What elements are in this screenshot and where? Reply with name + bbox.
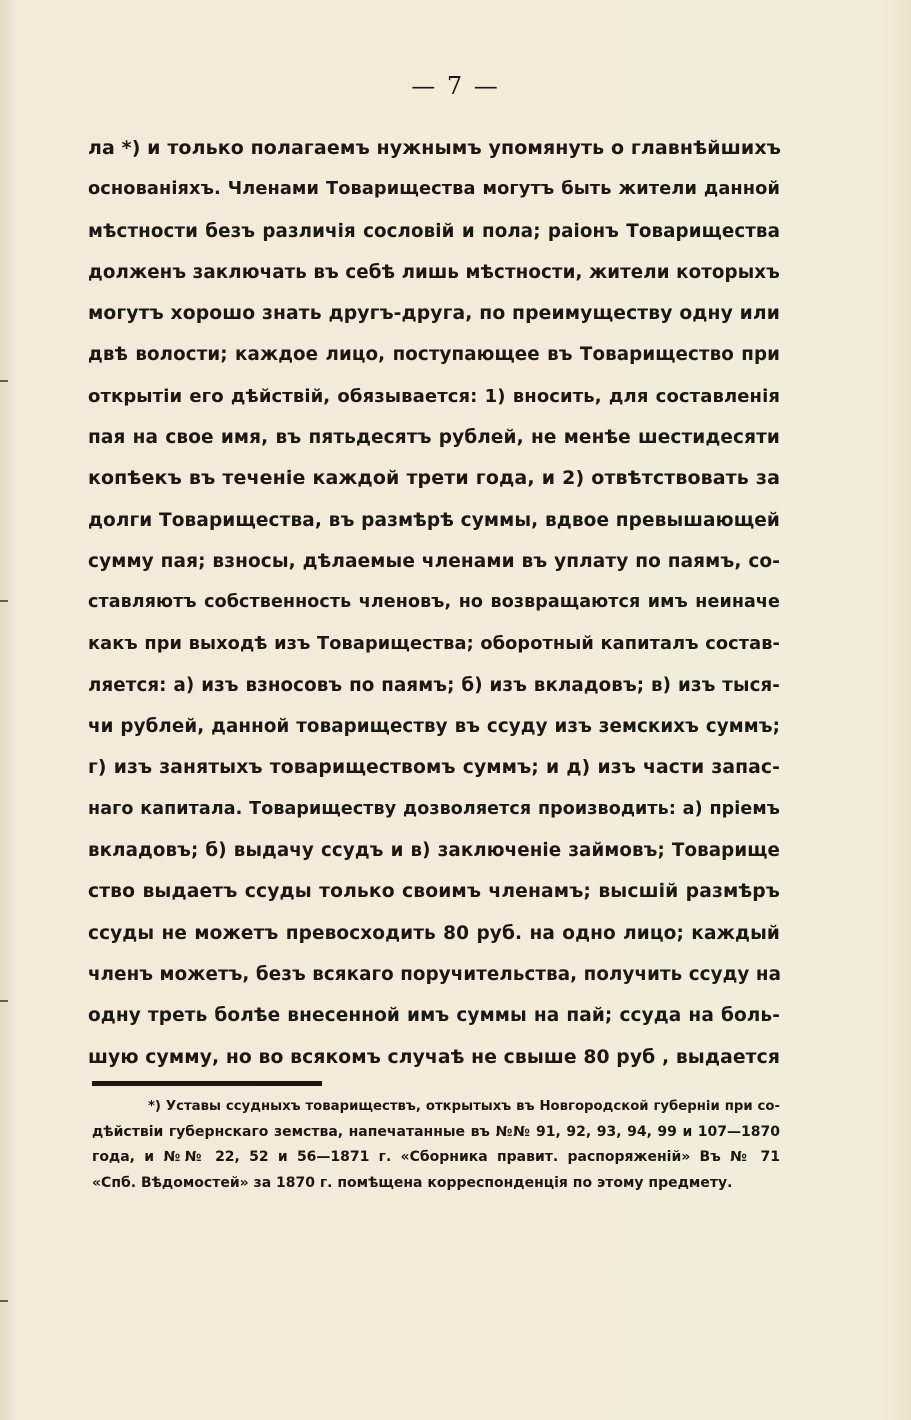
text-line: вкладовъ; б) выдачу ссудъ и в) заключеніе займовъ; Товарище (88, 840, 780, 862)
text-line: долженъ заключать въ себѣ лишь мѣстности, жители которыхъ (88, 261, 780, 283)
footnote-line: года, и №№ 22, 52 и 56—1871 г. «Сборника правит. распоряженій» Въ № 71 (92, 1149, 780, 1165)
text-line: копѣекъ въ теченіе каждой трети года, и 2) отвѣтствовать за (88, 467, 780, 490)
text-line: чи рублей, данной товариществу въ ссуду изъ земскихъ суммъ; (88, 716, 780, 738)
page-number: — 7 — (411, 72, 500, 100)
text-line: одну треть болѣе внесенной имъ суммы на пай; ссуда на боль- (88, 1005, 780, 1027)
footnote (92, 1094, 780, 1196)
text-line: какъ при выходѣ изъ Товарищества; оборотный капиталъ состав- (88, 633, 780, 654)
text-line: ссуды не можетъ превосходить 80 руб. на одно лицо; каждый (88, 922, 780, 944)
text-line: мѣстности безъ различія сословій и пола; раіонъ Товарищества (88, 220, 780, 242)
text-line: шую сумму, но во всякомъ случаѣ не свыше 80 руб , выдается (88, 1046, 780, 1068)
text-line: ство выдаетъ ссуды только своимъ членамъ; высшій размѣръ (88, 881, 780, 903)
footnote-divider (92, 1081, 322, 1086)
text-line: наго капитала. Товариществу дозволяется производить: а) пріемъ (88, 798, 780, 819)
text-line: двѣ волости; каждое лицо, поступающее въ Товарищество при (88, 344, 780, 366)
text-line: ла *) и только полагаемъ нужнымъ упомянуть о главнѣйшихъ (88, 137, 782, 159)
margin-mark (0, 1300, 8, 1302)
text-line: сумму пая; взносы, дѣлаемые членами въ уплату по паямъ, со- (88, 550, 780, 572)
margin-mark (0, 1000, 8, 1002)
text-line: основаніяхъ. Членами Товарищества могутъ быть жители данной (88, 179, 780, 200)
text-line: открытіи его дѣйствій, обязывается: 1) вносить, для составленія (88, 385, 780, 407)
margin-mark (0, 380, 8, 382)
text-line: ляется: а) изъ взносовъ по паямъ; б) изъ вкладовъ; в) изъ тыся- (88, 674, 780, 696)
text-line: г) изъ занятыхъ товариществомъ суммъ; и д) изъ части запас- (88, 757, 780, 779)
text-line: ставляютъ собственность членовъ, но возвращаются имъ неиначе (88, 592, 780, 613)
text-line: членъ можетъ, безъ всякаго поручительства, получить ссуду на (88, 963, 782, 985)
margin-mark (0, 600, 8, 602)
footnote-line: «Спб. Вѣдомостей» за 1870 г. помѣщена корреспонденція по этому предмету. (92, 1174, 733, 1191)
footnote-line: дѣйствіи губернскаго земства, напечатанные въ №№ 91, 92, 93, 94, 99 и 107—1870 (92, 1123, 780, 1140)
footnote-line: *) Уставы ссудныхъ товариществъ, открытыхъ въ Новгородской губерніи при со- (148, 1099, 780, 1114)
text-line: могутъ хорошо знать другъ-друга, по преимуществу одну или (88, 303, 780, 325)
text-line: долги Товарищества, въ размѣрѣ суммы, вдвое превышающей (88, 509, 780, 531)
text-line: пая на свое имя, въ пятьдесятъ рублей, не менѣе шестидесяти (88, 427, 780, 449)
body-text (88, 128, 780, 1078)
